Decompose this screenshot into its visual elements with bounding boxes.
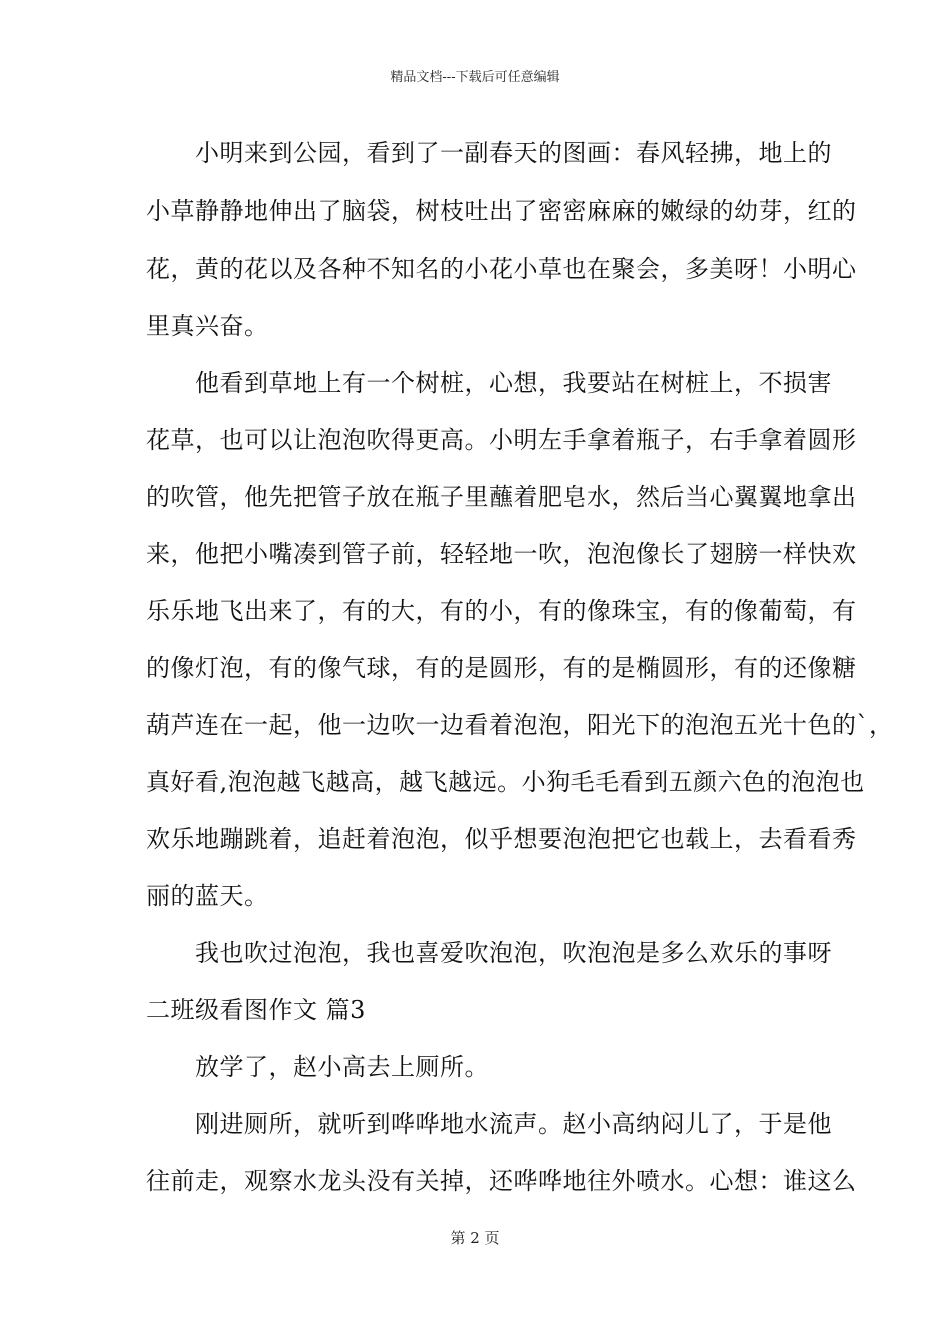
text-line: 葫芦连在一起，他一边吹一边看着泡泡，阳光下的泡泡五光十色的`， [146,711,894,739]
text-line: 小明来到公园，看到了一副春天的图画：春风轻拂，地上的 [146,139,832,167]
page-number: 第 2 页 [450,1229,500,1247]
page-header: 精品文档---下载后可任意编辑 [390,70,560,85]
text-line: 乐乐地飞出来了，有的大，有的小，有的像珠宝，有的像葡萄，有 [146,597,857,625]
text-line: 真好看,泡泡越飞越高，越飞越远。小狗毛毛看到五颜六色的泡泡也 [146,768,865,796]
text-line: 花，黄的花以及各种不知名的小花小草也在聚会，多美呀！小明心 [146,255,857,283]
text-line: 刚进厕所，就听到哗哗地水流声。赵小高纳闷儿了，于是他 [146,1110,832,1138]
text-line: 我也吹过泡泡，我也喜爱吹泡泡，吹泡泡是多么欢乐的事呀 [146,939,832,967]
section-heading: 二班级看图作文 篇3 [146,996,366,1024]
text-line: 小草静静地伸出了脑袋，树枝吐出了密密麻麻的嫩绿的幼芽，红的 [146,197,857,225]
text-line: 花草，也可以让泡泡吹得更高。小明左手拿着瓶子，右手拿着圆形 [146,426,857,454]
text-line: 来，他把小嘴凑到管子前，轻轻地一吹，泡泡像长了翅膀一样快欢 [146,540,857,568]
text-line: 他看到草地上有一个树桩，心想，我要站在树桩上，不损害 [146,369,832,397]
text-line: 往前走，观察水龙头没有关掉，还哗哗地往外喷水。心想：谁这么 [146,1167,857,1195]
text-line: 的像灯泡，有的像气球，有的是圆形，有的是椭圆形，有的还像糖 [146,654,857,682]
text-line: 丽的蓝天。 [146,882,269,910]
text-line: 放学了，赵小高去上厕所。 [146,1053,489,1081]
text-line: 的吹管，他先把管子放在瓶子里蘸着肥皂水，然后当心翼翼地拿出 [146,483,857,511]
text-line: 欢乐地蹦跳着，追赶着泡泡，似乎想要泡泡把它也载上，去看看秀 [146,825,857,853]
text-line: 里真兴奋。 [146,312,269,340]
